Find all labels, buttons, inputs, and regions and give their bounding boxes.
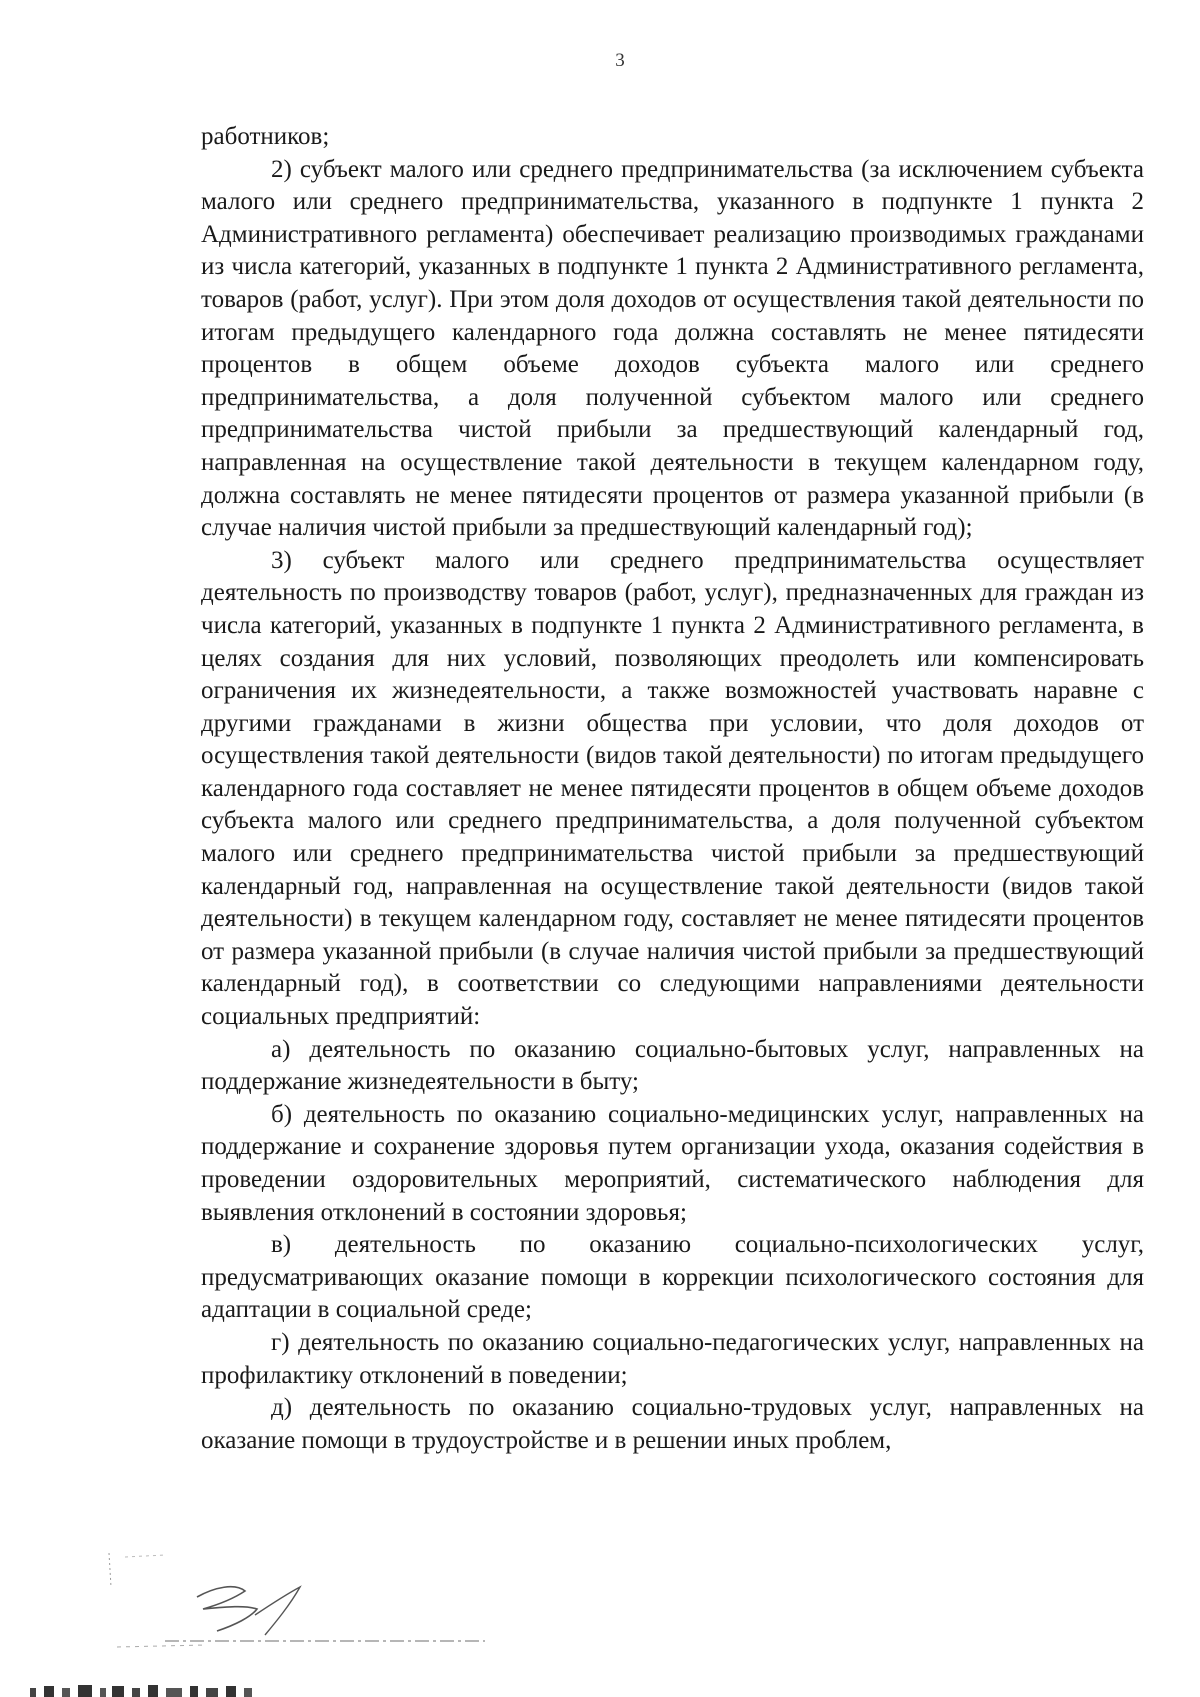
paragraph-continuation: работников;	[201, 123, 330, 150]
paragraph-subitem-g: г) деятельность по оказанию социально-педагогических услуг, направленных на профилактику отклонений в поведении;	[201, 1328, 1144, 1389]
page-number: 3	[615, 50, 625, 71]
document-body	[201, 121, 1144, 1457]
paragraph-subitem-a: а) деятельность по оказанию социально-бытовых услуг, направленных на поддержание жизнедеятельности в быту;	[201, 1035, 1144, 1096]
handwritten-signature	[105, 1535, 525, 1665]
paragraph-item-2: 2) субъект малого или среднего предпринимательства (за исключением субъекта малого или среднего предпринимательства, указанного в подпункте 1 пункта 2 Административного регламента) обеспечивает реализацию производимых гражданами из числа категорий, указанных в подпункте 1 пункта 2 Административного регламента, товаров (работ, услуг). При этом доля доходов от осуществления такой деятельности по итогам предыдущего календарного года должна составлять не менее пятидесяти процентов в общем объеме доходов субъекта малого или среднего предпринимательства, а доля полученной субъектом малого или среднего предпринимательства чистой прибыли за предшествующий календарный год, направленная на осуществление такой деятельности в текущем календарном году, должна составлять не менее пятидесяти процентов от размера указанной прибыли (в случае наличия чистой прибыли за предшествующий календарный год);	[201, 155, 1144, 542]
paragraph-item-3: 3) субъект малого или среднего предпринимательства осуществляет деятельность по производству товаров (работ, услуг), предназначенных для граждан из числа категорий, указанных в подпункте 1 пункта 2 Административного регламента, в целях создания для них условий, позволяющих преодолеть или компенсировать ограничения их жизнедеятельности, а также возможностей участвовать наравне с другими гражданами в жизни общества при условии, что доля доходов от осуществления такой деятельности (видов такой деятельности) по итогам предыдущего календарного года составляет не менее пятидесяти процентов в общем объеме доходов субъекта малого или среднего предпринимательства, а доля полученной субъектом малого или среднего предпринимательства чистой прибыли за предшествующий календарный год, направленная на осуществление такой деятельности (видов такой деятельности) в текущем календарном году, составляет не менее пятидесяти процентов от размера указанной прибыли (в случае наличия чистой прибыли за предшествующий календарный год), в соответствии со следующими направлениями деятельности социальных предприятий:	[201, 546, 1144, 1031]
paragraph-subitem-d: д) деятельность по оказанию социально-трудовых услуг, направленных на оказание помощи в трудоустройстве и в решении иных проблем,	[201, 1394, 1144, 1454]
paragraph-subitem-v: в) деятельность по оказанию социально-психологических услуг, предусматривающих оказание помощи в коррекции психологического состояния для адаптации в социальной среде;	[201, 1231, 1144, 1324]
scan-edge-artifact	[0, 1682, 300, 1697]
paragraph-subitem-b: б) деятельность по оказанию социально-медицинских услуг, направленных на поддержание и сохранение здоровья путем организации ухода, оказания содействия в проведении оздоровительных мероприятий, систематического наблюдения для выявления отклонений в состоянии здоровья;	[201, 1100, 1144, 1226]
